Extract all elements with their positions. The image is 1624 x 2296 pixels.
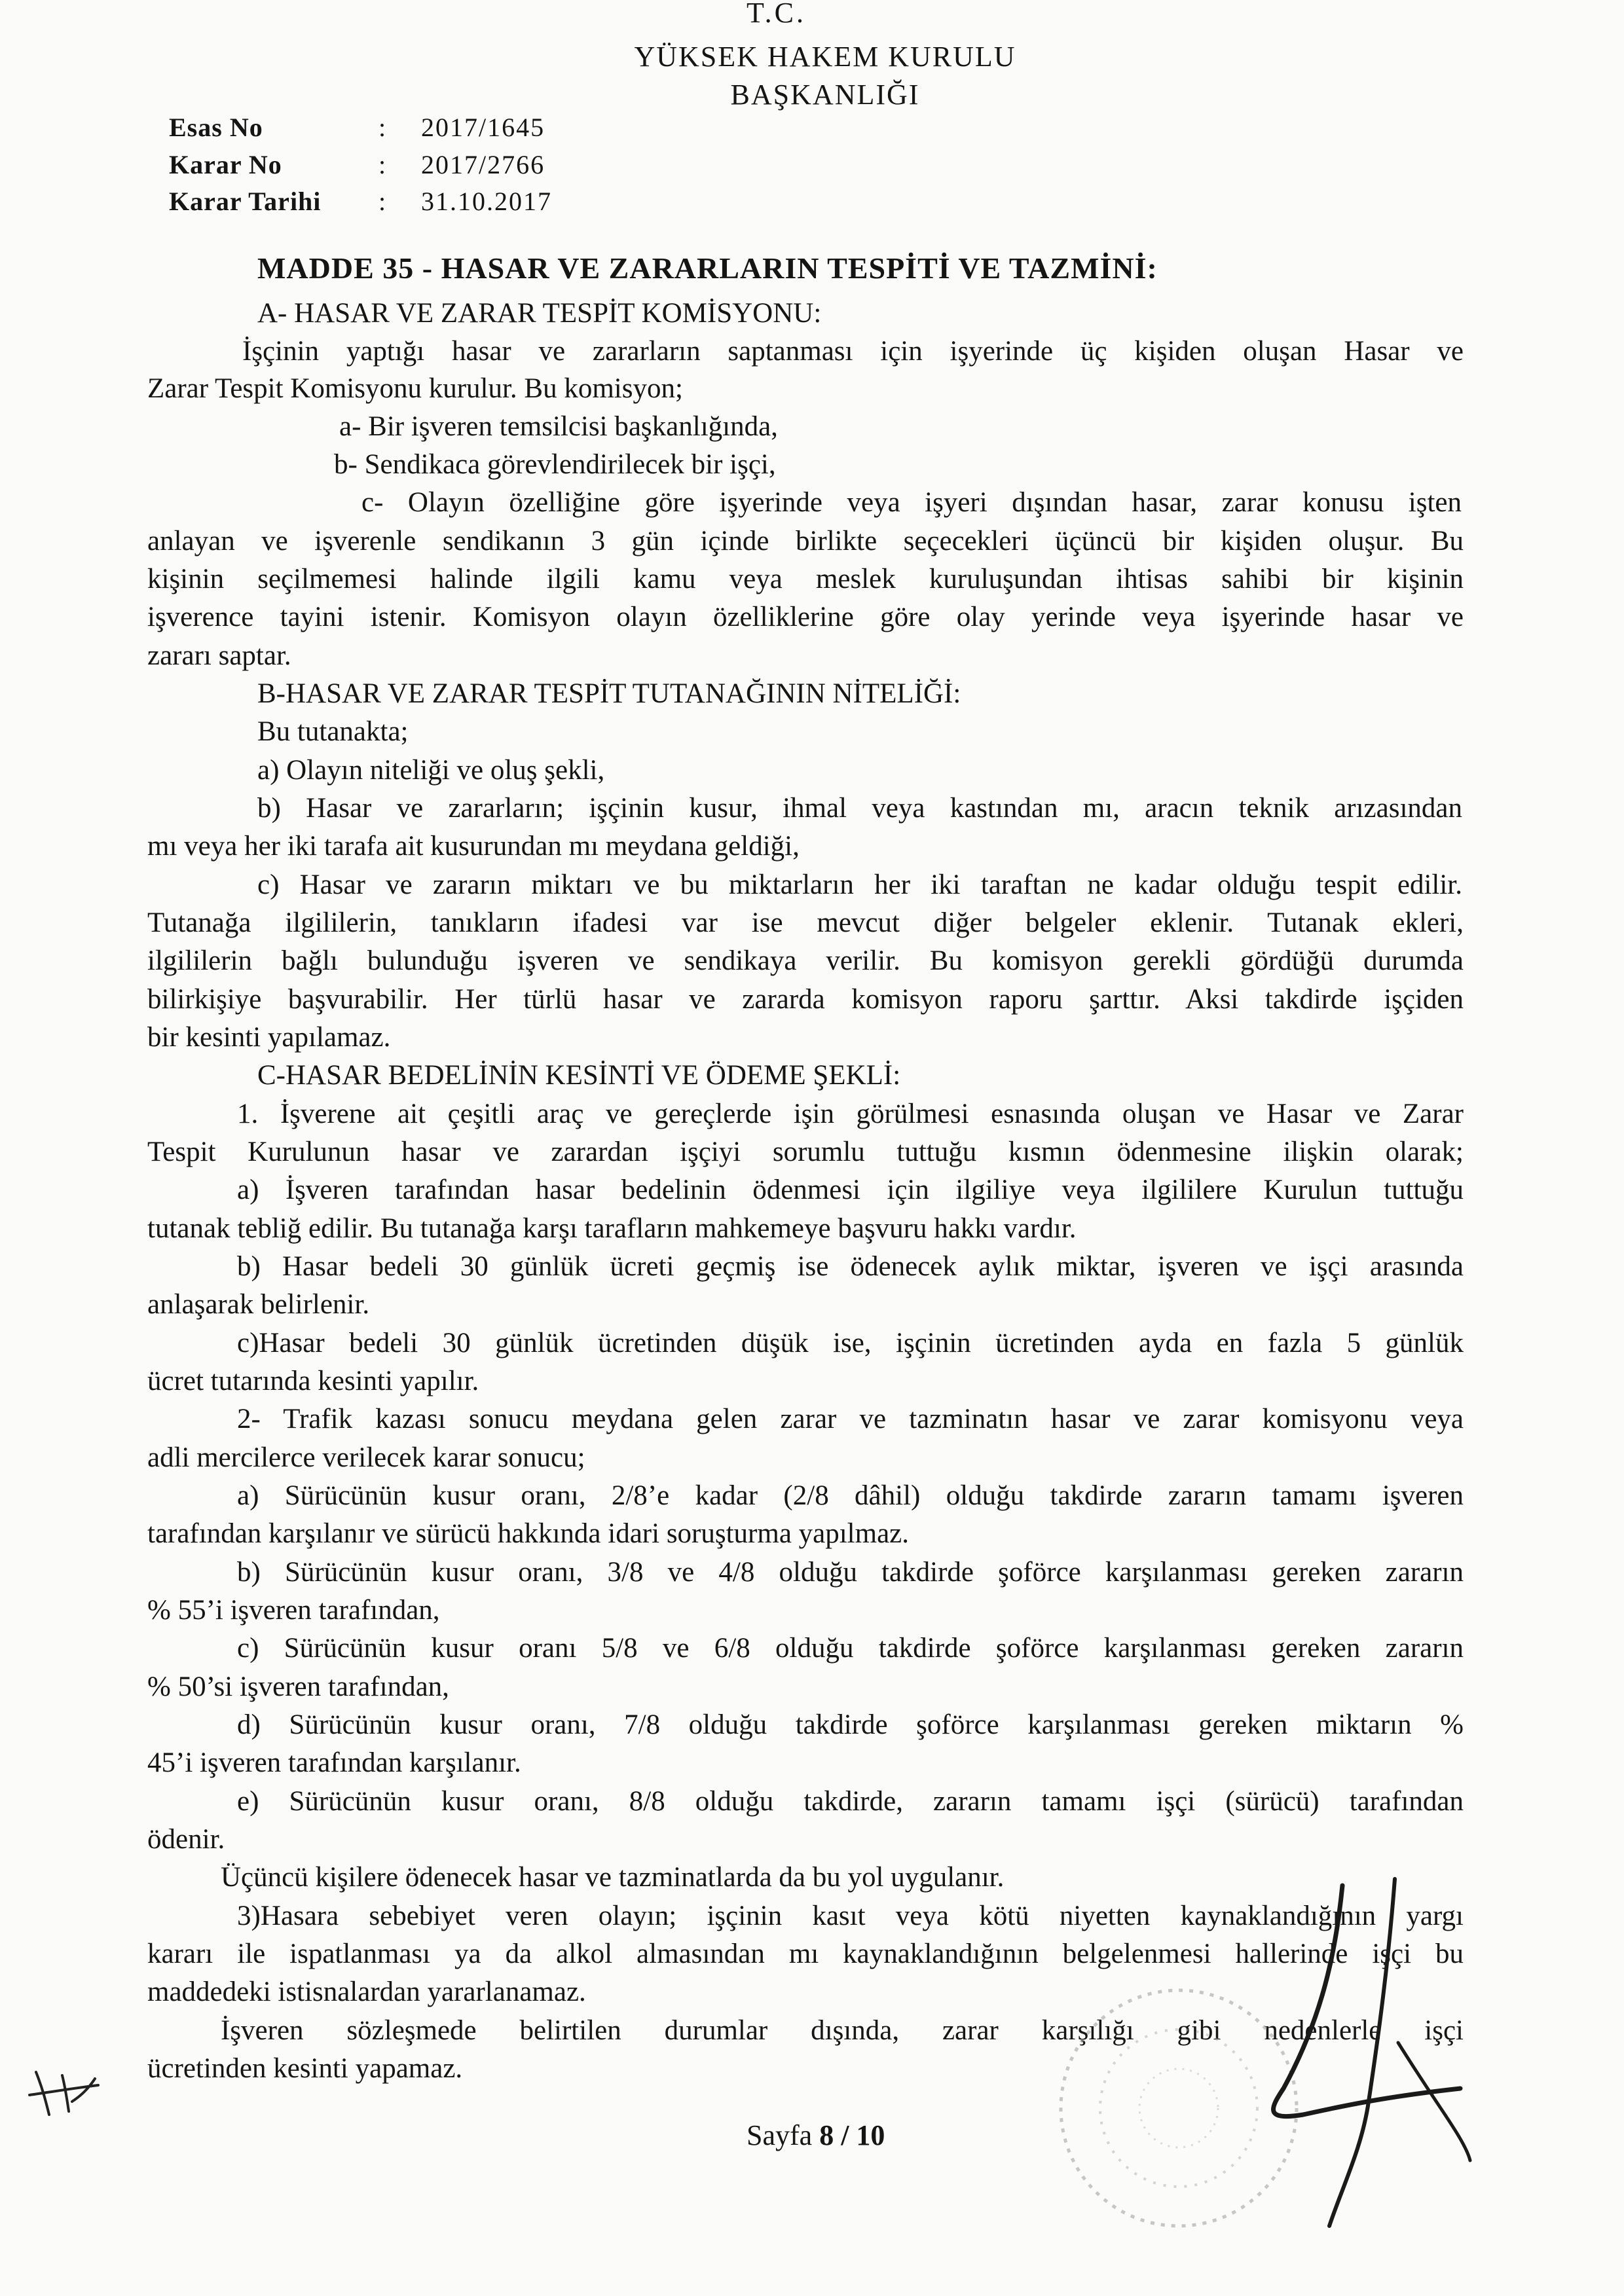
body-line: 45’i işveren tarafından karşılanır. [147,1747,521,1778]
list-item: b) Hasar ve zararların; işçinin kusur, ihmal veya kastından mı, aracın teknik arızasından [257,793,1462,824]
meta-colon: : [378,187,386,216]
meta-value: 31.10.2017 [421,187,552,216]
list-item: 3)Hasara sebebiyet veren olayın; işçinin kasıt veya kötü niyetten kaynaklandığının yargı [237,1901,1464,1931]
list-item: b) Hasar bedeli 30 günlük ücreti geçmiş ise ödenecek aylık miktar, işveren ve işçi arasında [237,1251,1464,1282]
body-line: anlayan ve işverenle sendikanın 3 gün içinde birlikte seçecekleri üçüncü bir kişiden oluşur. Bu [147,526,1464,556]
page-total: 10 [856,2119,885,2151]
list-item: e) Sürücünün kusur oranı, 8/8 olduğu takdirde, zararın tamamı işçi (sürücü) tarafından [237,1786,1464,1817]
meta-colon: : [378,150,386,179]
list-item: c) Hasar ve zararın miktarı ve bu miktarların her iki taraftan ne kadar olduğu tespit edilir. [257,869,1462,900]
body-line: kişinin seçilmemesi halinde ilgili kamu veya meslek kuruluşundan ihtisas sahibi bir kişinin [147,564,1464,594]
body-line: ücretinden kesinti yapamaz. [147,2053,463,2084]
body-line: kararı ile ispatlanması ya da alkol almasından mı kaynaklandığının belgelenmesi hallerinde işçi bu [147,1939,1464,1969]
body-line: işverence tayini istenir. Komisyon olayın özelliklerine göre olay yerinde veya işyerinde hasar ve [147,602,1464,632]
article-title: MADDE 35 - HASAR VE ZARARLARIN TESPİTİ VE TAZMİNİ: [257,251,1158,285]
body-line: tutanak tebliğ edilir. Bu tutanağa karşı tarafların mahkemeye başvuru hakkı vardır. [147,1213,1077,1244]
body-line: Üçüncü kişilere ödenecek hasar ve tazminatlarda da bu yol uygulanır. [221,1862,1005,1893]
body-line: % 50’si işveren tarafından, [147,1671,449,1702]
body-line: Zarar Tespit Komisyonu kurulur. Bu komisyon; [147,373,683,404]
page-number [747,2119,885,2152]
section-heading-c: C-HASAR BEDELİNİN KESİNTİ VE ÖDEME ŞEKLİ: [257,1060,901,1091]
signature [1244,1872,1493,2239]
list-item: a) İşveren tarafından hasar bedelinin ödenmesi için ilgiliye veya ilgililere Kurulun tuttuğu [237,1175,1464,1205]
body-line: tarafından karşılanır ve sürücü hakkında idari soruşturma yapılmaz. [147,1518,909,1549]
section-heading-b: B-HASAR VE ZARAR TESPİT TUTANAĞININ NİTELİĞİ: [257,678,961,709]
body-line: maddedeki istisnalardan yararlanamaz. [147,1977,586,2007]
list-item: d) Sürücünün kusur oranı, 7/8 olduğu takdirde şoförce karşılanması gereken miktarın % [237,1709,1464,1740]
meta-value: 2017/1645 [421,113,545,142]
meta-value: 2017/2766 [421,150,545,179]
meta-label: Esas No [169,113,263,142]
body-line: İşçinin yaptığı hasar ve zararların saptanması için işyerinde üç kişiden oluşan Hasar ve [242,336,1464,367]
country-abbrev: T.C. [747,0,806,29]
list-item: b- Sendikaca görevlendirilecek bir işçi, [334,449,776,480]
body-line: % 55’i işveren tarafından, [147,1595,440,1626]
section-heading-a: A- HASAR VE ZARAR TESPİT KOMİSYONU: [257,298,822,329]
org-name: YÜKSEK HAKEM KURULU [634,41,1016,73]
body-line: anlaşarak belirlenir. [147,1289,370,1320]
list-item: 1. İşverene ait çeşitli araç ve gereçlerde işin görülmesi esnasında oluşan ve Hasar ve Zarar [237,1099,1464,1129]
body-line: adli mercilerce verilecek karar sonucu; [147,1442,585,1473]
body-line: ilgililerin bağlı bulunduğu işveren ve sendikaya verilir. Bu komisyon gerekli gördüğü durumda [147,945,1464,976]
body-line: ücret tutarında kesinti yapılır. [147,1366,479,1396]
body-line: Tespit Kurulunun hasar ve zarardan işçiyi sorumlu tuttuğu kısmın ödenmesine ilişkin olarak; [147,1137,1464,1167]
list-item: c) Sürücünün kusur oranı 5/8 ve 6/8 olduğu takdirde şoförce karşılanması gereken zararın [237,1633,1464,1664]
body-line: mı veya her iki tarafa ait kusurundan mı meydana geldiği, [147,831,800,862]
body-line: Tutanağa ilgililerin, tanıkların ifadesi var ise mevcut diğer belgeler eklenir. Tutanak ekleri, [147,907,1464,938]
list-item: a- Bir işveren temsilcisi başkanlığında, [339,411,778,442]
body-line: İşveren sözleşmede belirtilen durumlar dışında, zarar karşılığı gibi nedenlerle işçi [221,2015,1464,2046]
meta-label: Karar Tarihi [169,187,322,216]
list-item: b) Sürücünün kusur oranı, 3/8 ve 4/8 olduğu takdirde şoförce karşılanması gereken zararın [237,1557,1464,1588]
page-prefix: Sayfa [747,2119,813,2151]
list-item: c)Hasar bedeli 30 günlük ücretinden düşük ise, işçinin ücretinden ayda en fazla 5 günlük [237,1328,1464,1358]
list-item: a) Sürücünün kusur oranı, 2/8’e kadar (2/8 dâhil) olduğu takdirde zararın tamamı işveren [237,1480,1464,1511]
page-current: 8 [819,2119,834,2151]
meta-label: Karar No [169,150,282,179]
list-item: 2- Trafik kazası sonucu meydana gelen zarar ve tazminatın hasar ve zarar komisyonu veya [237,1404,1464,1434]
body-line: bilirkişiye başvurabilir. Her türlü hasar ve zararda komisyon raporu şarttır. Aksi takdirde işçiden [147,984,1464,1015]
meta-colon: : [378,113,386,142]
list-item: c- Olayın özelliğine göre işyerinde veya işyeri dışından hasar, zarar konusu işten [361,487,1462,518]
body-line: bir kesinti yapılamaz. [147,1022,391,1053]
list-item: a) Olayın niteliği ve oluş şekli, [257,755,605,786]
body-line: Bu tutanakta; [257,716,409,747]
initials-mark [26,2062,105,2121]
body-line: zararı saptar. [147,640,291,671]
body-line: ödenir. [147,1824,225,1855]
page-separator: / [841,2119,849,2151]
org-department: BAŞKANLIĞI [730,79,920,111]
